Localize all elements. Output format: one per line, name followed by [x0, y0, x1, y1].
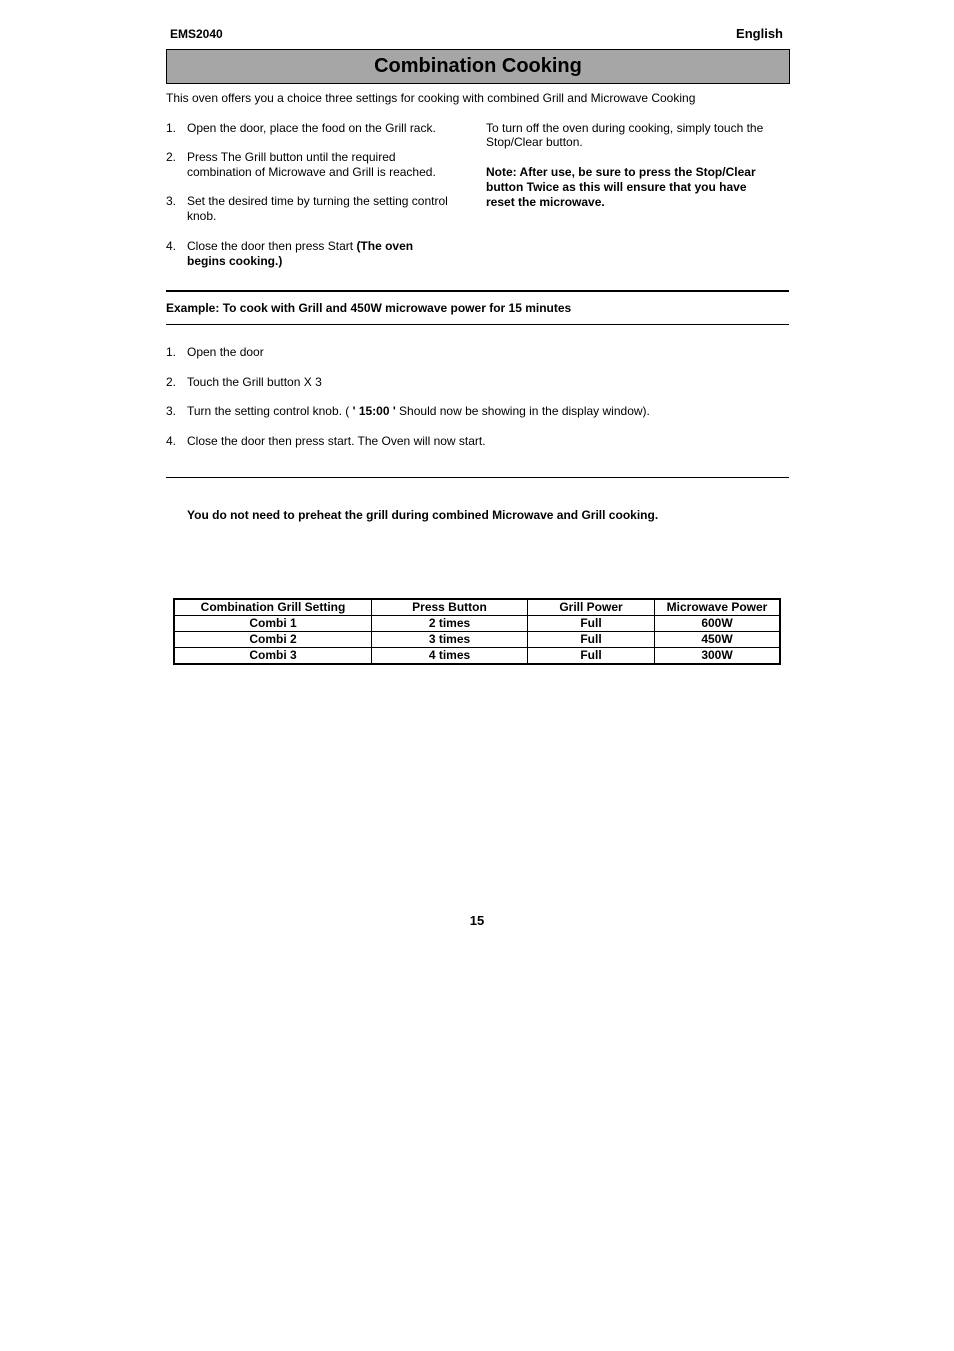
table-header-row [174, 599, 780, 616]
divider [166, 324, 789, 325]
preheat-note: You do not need to preheat the grill during combined Microwave and Grill cooking. [187, 508, 659, 522]
column-header: Press Button [372, 599, 528, 616]
table-cell: 450W [655, 632, 781, 648]
table-cell: 2 times [372, 616, 528, 632]
step-text: Press The Grill button until the required [187, 150, 396, 164]
step-text [187, 404, 650, 419]
step-number: 2. [166, 375, 177, 389]
table-cell: 300W [655, 648, 781, 665]
stop-instruction: To turn off the oven during cooking, simply touch the [486, 121, 764, 135]
step-number: 4. [166, 434, 177, 448]
example-heading: Example: To cook with Grill and 450W microwave power for 15 minutes [166, 301, 572, 315]
table-cell: Combi 2 [174, 632, 372, 648]
table-row [174, 632, 780, 648]
table-cell: 600W [655, 616, 781, 632]
table-cell: Full [528, 648, 655, 665]
step-number: 1. [166, 121, 177, 135]
stop-instruction: Stop/Clear button. [486, 135, 583, 149]
step-text: Close the door then press start. The Oven will now start. [187, 434, 486, 448]
note-text: Note: After use, be sure to press the Stop/Clear [486, 165, 756, 179]
intro-text: This oven offers you a choice three settings for cooking with combined Grill and Microwave Cooking [166, 91, 696, 105]
divider [166, 477, 789, 478]
step-text: Touch the Grill button X 3 [187, 375, 322, 389]
divider [166, 290, 789, 292]
step-text-bold: (The oven [356, 239, 414, 253]
step-text [187, 239, 413, 254]
step-text: combination of Microwave and Grill is reached. [187, 165, 436, 179]
step-text-bold: begins cooking.) [187, 254, 283, 268]
step-text-plain: Turn the setting control knob. ( [187, 404, 353, 418]
step-text: Set the desired time by turning the setting control [187, 194, 448, 208]
table-cell: Combi 1 [174, 616, 372, 632]
table-cell: Full [528, 632, 655, 648]
step-text-plain: Close the door then press Start [187, 239, 357, 253]
table-row [174, 616, 780, 632]
page-title: Combination Cooking [374, 55, 582, 77]
model-number: EMS2040 [170, 27, 223, 41]
table-cell: 4 times [372, 648, 528, 665]
step-number: 1. [166, 345, 177, 359]
display-time: ' 15:00 ' [352, 404, 396, 418]
column-header: Grill Power [528, 599, 655, 616]
column-header: Combination Grill Setting [174, 599, 372, 616]
table-row [174, 648, 780, 665]
page-number: 15 [469, 913, 485, 928]
language-label: English [736, 26, 783, 41]
step-text: Open the door, place the food on the Grill rack. [187, 121, 436, 135]
title-bar [166, 49, 790, 84]
step-text: Open the door [187, 345, 264, 359]
table-cell: Combi 3 [174, 648, 372, 665]
table-cell: Full [528, 616, 655, 632]
table-cell: 3 times [372, 632, 528, 648]
note-text: reset the microwave. [486, 195, 605, 209]
note-text: button Twice as this will ensure that you have [486, 180, 747, 194]
step-number: 3. [166, 194, 177, 208]
column-header: Microwave Power [655, 599, 781, 616]
step-text-plain: Should now be showing in the display window). [395, 404, 650, 418]
step-number: 3. [166, 404, 177, 418]
combination-table [173, 598, 781, 665]
step-text: knob. [187, 209, 217, 223]
step-number: 4. [166, 239, 177, 253]
step-number: 2. [166, 150, 177, 164]
